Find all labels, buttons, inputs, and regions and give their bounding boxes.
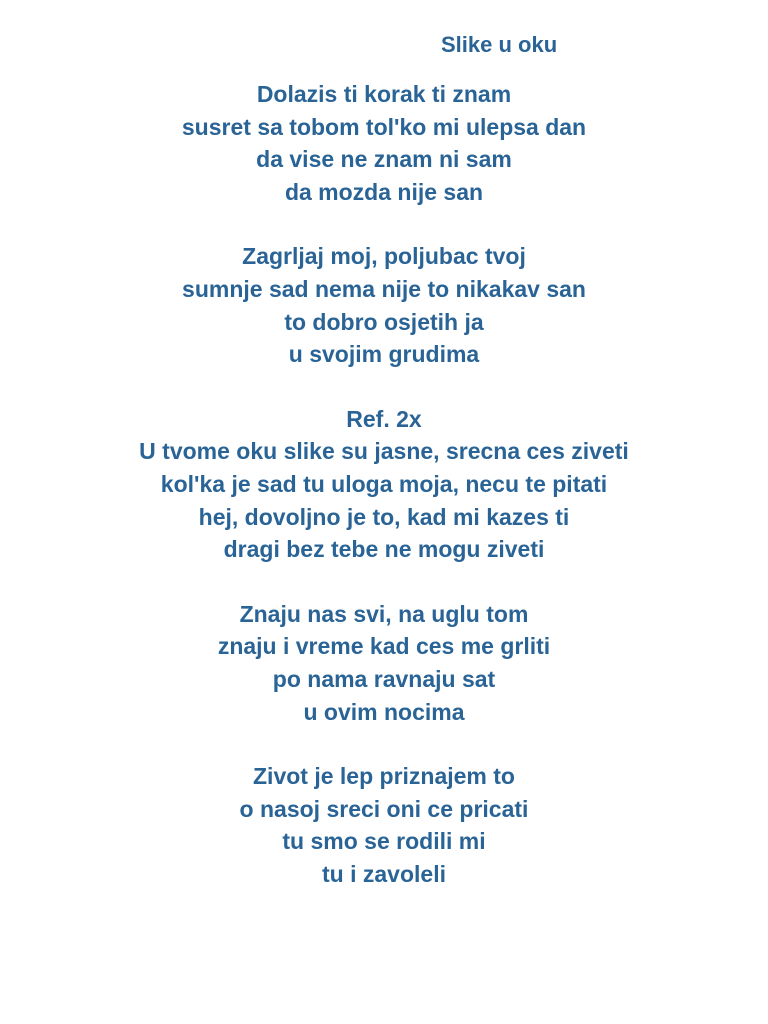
stanza-5 bbox=[0, 760, 768, 890]
lyrics-body bbox=[0, 78, 768, 922]
lyric-line: tu smo se rodili mi bbox=[282, 828, 486, 855]
lyric-line: sumnje sad nema nije to nikakav san bbox=[182, 275, 586, 302]
lyric-line: Znaju nas svi, na uglu tom bbox=[239, 600, 529, 627]
stanza-1 bbox=[0, 78, 768, 208]
lyric-line: o nasoj sreci oni ce pricati bbox=[239, 795, 529, 822]
lyric-line: Zagrljaj moj, poljubac tvoj bbox=[242, 243, 526, 270]
song-title: Slike u oku bbox=[441, 32, 558, 57]
stanza-2 bbox=[0, 240, 768, 370]
lyric-line: po nama ravnaju sat bbox=[272, 665, 496, 692]
stanza-refrain bbox=[0, 403, 768, 566]
lyric-line: tu i zavoleli bbox=[322, 860, 446, 887]
lyric-line: susret sa tobom tol'ko mi ulepsa dan bbox=[181, 113, 587, 140]
lyric-line: Dolazis ti korak ti znam bbox=[256, 81, 512, 107]
lyric-line: u svojim grudima bbox=[288, 341, 480, 368]
lyric-line: Zivot je lep priznajem to bbox=[253, 763, 515, 790]
lyric-line: da mozda nije san bbox=[284, 178, 484, 205]
lyric-line: da vise ne znam ni sam bbox=[256, 146, 512, 173]
lyric-line: hej, dovoljno je to, kad mi kazes ti bbox=[198, 503, 570, 530]
lyric-line: dragi bez tebe ne mogu ziveti bbox=[223, 536, 545, 563]
lyric-line: znaju i vreme kad ces me grliti bbox=[217, 633, 551, 660]
stanza-4 bbox=[0, 598, 768, 728]
lyric-line: to dobro osjetih ja bbox=[284, 308, 484, 335]
lyric-line: U tvome oku slike su jasne, srecna ces ziveti bbox=[139, 438, 629, 465]
refrain-label: Ref. 2x bbox=[346, 405, 422, 432]
lyric-line: u ovim nocima bbox=[303, 698, 465, 725]
lyric-line: kol'ka je sad tu uloga moja, necu te pitati bbox=[160, 470, 608, 497]
